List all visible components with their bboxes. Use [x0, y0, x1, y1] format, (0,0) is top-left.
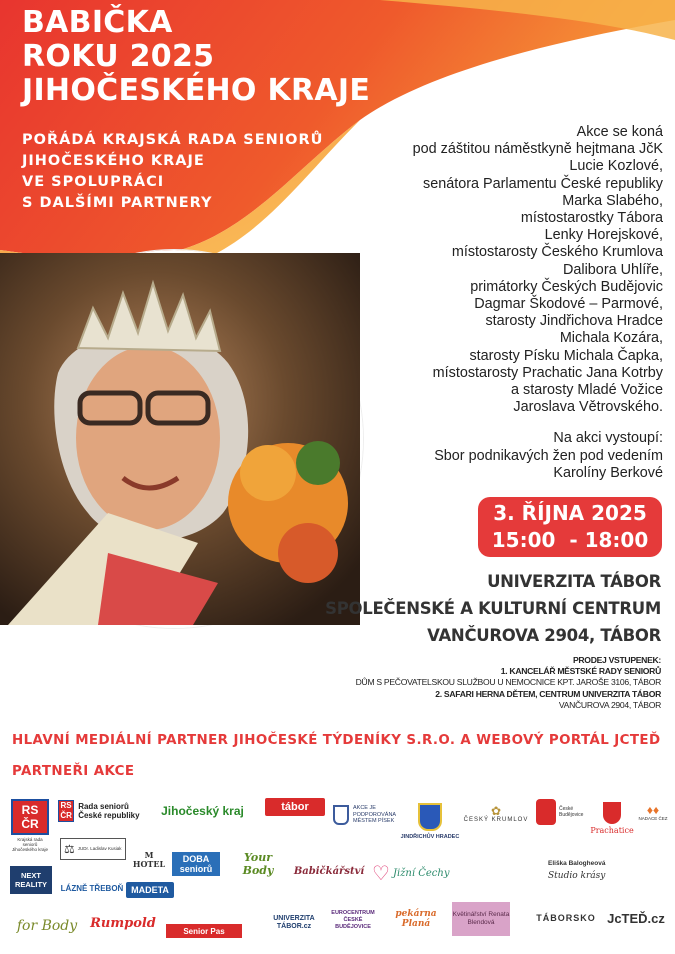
prachatice-logo — [589, 798, 635, 838]
ceske-budejovice-logo — [536, 798, 586, 826]
venue-line-1: UNIVERZITA TÁBOR — [487, 572, 661, 591]
your-body-logo: Your Body — [242, 851, 274, 877]
performers-text — [434, 430, 663, 483]
studio-text: Studio krásy — [548, 870, 606, 881]
patron-line: Marka Slabého, — [562, 192, 663, 209]
univerzita-tabor-logo: UNIVERZITA TÁBOR.cz — [273, 915, 315, 930]
senior-pas-logo: Senior Pas — [166, 924, 242, 938]
jh-crest-icon — [418, 803, 442, 831]
ticket-line: 1. KANCELÁŘ MĚSTSKÉ RADY SENIORŮ — [500, 666, 661, 677]
organizer-line-2: JIHOČESKÉHO KRAJE — [22, 153, 205, 169]
patronage-text — [343, 124, 663, 416]
title-line-3: JIHOČESKÉHO KRAJE — [22, 73, 371, 108]
crowned-grandmother-image — [0, 253, 360, 625]
nadace-cez-logo — [638, 798, 668, 826]
ticket-line: VANČUROVA 2904, TÁBOR — [558, 699, 661, 710]
lawyer-logo — [60, 838, 126, 860]
patron-line: senátora Parlamentu České republiky — [423, 175, 663, 192]
taborsko-logo: TÁBORSKO — [536, 913, 596, 923]
eurocentrum-logo: EUROCENTRUM ČESKÉ BUDĚJOVICE — [331, 909, 375, 930]
patron-line: a starosty Mladé Vožice — [511, 382, 663, 399]
tabor-logo: tábor — [265, 798, 325, 816]
prachatice-text: Prachatice — [590, 825, 634, 835]
rscr-national-text: Rada seniorů České republiky — [78, 802, 140, 820]
patron-line: starosty Písku Michala Čapka, — [469, 347, 663, 364]
performers-line: Karolíny Berkové — [553, 465, 663, 481]
event-date: 3. ŘÍJNA 2025 — [493, 501, 647, 525]
organizer-line-1: POŘÁDÁ KRAJSKÁ RADA SENIORŮ — [22, 132, 324, 148]
partners-heading: PARTNEŘI AKCE — [12, 764, 135, 779]
patron-line: Lucie Kozlové, — [569, 158, 663, 175]
jihocesky-kraj-logo: Jihočeský kraj — [161, 804, 244, 818]
pekarna-logo: pekárna Planá — [395, 909, 437, 929]
patron-line: pod záštitou náměstkyně hejtmana JčK — [412, 141, 663, 158]
krumlov-text: ČESKÝ KRUMLOV — [463, 817, 529, 823]
eliska-logo — [548, 852, 612, 888]
prachatice-crest-icon — [603, 802, 621, 824]
doba-senioru-logo: DOBA seniorů — [172, 852, 220, 876]
patron-line: Dalibora Uhlíře, — [563, 261, 663, 278]
ticket-line: DŮM S PEČOVATELSKOU SLUŽBOU U NEMOCNICE KPT. JAROŠE 3106, TÁBOR — [355, 677, 661, 688]
title-line-1: BABIČKA — [22, 5, 173, 40]
eliska-name: Eliška Balogheová — [548, 859, 606, 867]
nadace-icon: ♦♦ — [646, 802, 660, 817]
pisek-crest-icon — [333, 805, 349, 825]
lawyer-text: JUDr. Ladislav Kusiak — [77, 846, 122, 852]
patron-line: Michala Kozára, — [559, 330, 663, 347]
patron-line: Akce se koná — [576, 124, 663, 140]
patron-line: místostarosty Českého Krumlova — [451, 244, 663, 261]
nadace-text: NADACE ČEZ — [638, 815, 668, 821]
forbody-logo: for Body — [16, 918, 78, 934]
cesky-krumlov-logo — [465, 800, 527, 828]
babickarstvi-logo: Babičkářství — [293, 865, 365, 877]
venue-line-2: SPOLEČENSKÉ A KULTURNÍ CENTRUM — [325, 599, 661, 618]
lazne-trebon-logo: LÁZNĚ TŘEBOŇ — [60, 883, 124, 893]
organizer-text — [22, 130, 323, 214]
rscr-logo-caption: Krajská rada seniorů Jihočeského kraje — [11, 836, 49, 852]
rumpold-logo: Rumpold — [90, 915, 156, 931]
performers-line: Na akci vystoupí: — [553, 430, 663, 446]
patron-line: starosty Jindřichova Hradce — [485, 313, 663, 330]
patron-line: Lenky Horejskové, — [544, 227, 663, 244]
kvetinarstvi-logo: Květinářství Renata Blendová — [452, 902, 510, 936]
rscr-logo-mark: RS ČR — [11, 799, 49, 835]
jcted-logo: JcTEĎ.cz — [607, 910, 665, 926]
krumlov-rose-icon: ✿ — [490, 804, 502, 818]
grandmother-photo — [0, 250, 363, 628]
performers-line: Sbor podnikavých žen pod vedením — [434, 447, 663, 464]
venue-line-3: VANČUROVA 2904, TÁBOR — [427, 626, 661, 645]
ticket-line: 2. SAFARI HERNA DĚTEM, CENTRUM UNIVERZITA TÁBOR — [435, 688, 661, 699]
hotel-logo: M HOTEL — [132, 850, 166, 869]
patron-line: Jaroslava Větrovského. — [513, 399, 663, 416]
pisek-text: AKCE JE PODPOROVÁNA MĚSTEM PÍSEK — [353, 805, 396, 825]
organizer-line-4: S DALŠÍMI PARTNERY — [22, 195, 213, 211]
madeta-logo: MADETA — [126, 882, 174, 898]
rscr-national-logo — [58, 796, 152, 826]
rscr-regional-logo — [10, 795, 50, 855]
ticket-heading: PRODEJ VSTUPENEK: — [572, 655, 661, 665]
organizer-line-3: VE SPOLUPRÁCI — [22, 174, 165, 190]
venue — [325, 568, 661, 649]
cb-symbol-icon — [536, 799, 556, 825]
title-line-2: ROKU 2025 — [22, 39, 215, 74]
heart-icon: ♡ — [372, 862, 390, 885]
ticket-sales — [356, 655, 661, 711]
jizni-cechy-logo — [372, 860, 462, 886]
rscr-national-mark: RS ČR — [58, 800, 74, 822]
patron-line: místostarostky Tábora — [520, 210, 663, 227]
cb-text: České Budějovice — [559, 806, 584, 818]
patron-line: primátorky Českých Budějovic — [470, 278, 663, 295]
jh-text: JINDŘICHŮV HRADEC — [400, 833, 460, 840]
jizni-cechy-text: Jižní Čechy — [392, 867, 450, 879]
scales-icon: ⚖ — [64, 842, 75, 856]
date-badge — [478, 497, 662, 557]
pisek-logo — [333, 800, 403, 830]
next-reality-logo: NEXT REALITY — [10, 866, 52, 894]
jindrichuv-hradec-logo — [398, 798, 462, 844]
event-title — [22, 6, 370, 108]
media-partner: HLAVNÍ MEDIÁLNÍ PARTNER JIHOČESKÉ TÝDENÍKY S.R.O. A WEBOVÝ PORTÁL JCTEĎ — [12, 733, 661, 748]
patron-line: místostarosty Prachatic Jana Kotrby — [432, 364, 663, 381]
patron-line: Dagmar Škodové – Parmové, — [474, 296, 663, 313]
event-time: 15:00 - 18:00 — [491, 528, 649, 552]
